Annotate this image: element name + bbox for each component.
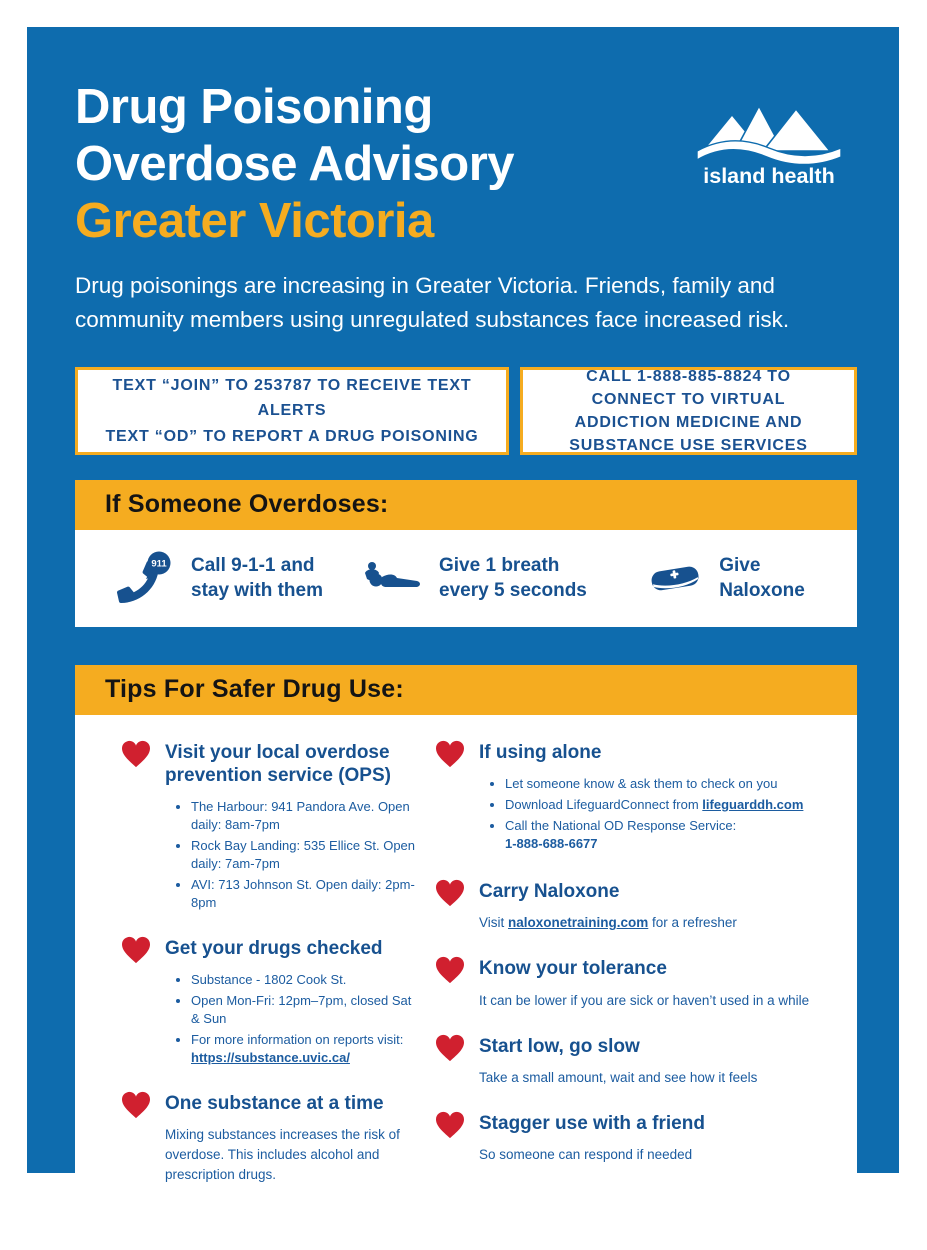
phone-911-icon [117,551,175,605]
tip-text-suffix: for a refresher [648,915,737,931]
call-alerts-box [520,367,857,455]
tip-stagger-use [435,1110,841,1165]
heart-icon [435,878,465,933]
tips-column-left [121,739,421,1186]
alert-boxes-row [75,367,857,455]
page-title-region: Greater Victoria [75,193,434,248]
rescue-breath-icon [359,556,423,600]
naloxone-kit-icon [647,557,703,599]
overdose-steps [75,530,857,627]
tip-text: Mixing substances increases the risk of overdose. This includes alcohol and prescription drugs. [165,1126,400,1183]
text-alerts-line2: TEXT “OD” TO REPORT A DRUG POISONING [105,427,479,445]
list-item [505,796,841,814]
overdose-step-label: Call 9-1-1 and stay with them [191,555,323,602]
advisory-subtitle: Drug poisonings are increasing in Greater Victoria. Friends, family and community members using unregulated substances face increased risk. [75,273,790,333]
tips-section [75,665,857,1214]
od-response-phone: 1-888-688-6677 [505,835,598,851]
island-health-logo [693,91,845,194]
tip-title: If using alone [479,741,602,763]
tip-text: It can be lower if you are sick or haven’t used in a while [479,992,810,1008]
tip-carry-naloxone [435,878,841,933]
overdose-banner [75,480,857,530]
heart-icon [121,1090,151,1186]
overdose-heading: If Someone Overdoses: [105,490,389,519]
heart-icon [435,1033,465,1088]
list-item: • Substance - 1802 Cook St. [191,971,421,989]
issued-footer: ISSUED: February 6, 2026 - PLEASE REMOVE AFTER 7 DAYS [212,1229,720,1249]
tip-visit-ops [121,739,421,915]
tips-banner [75,665,857,715]
list-item [191,1031,421,1067]
page-title-line2: Overdose Advisory [75,136,515,191]
overdose-section [75,480,857,627]
text-alerts-line1: TEXT “JOIN” TO 253787 TO RECEIVE TEXT ALERTS [112,376,472,420]
tip-text: So someone can respond if needed [479,1147,693,1163]
lifeguard-link[interactable]: lifeguarddh.com [702,797,804,813]
tips-body [75,715,857,1214]
tip-bullet-list [177,798,421,912]
tip-bullet-list [491,775,841,853]
tip-text [479,913,841,933]
tip-title: Stagger use with a friend [479,1113,705,1135]
naloxone-training-link[interactable]: naloxonetraining.com [508,915,649,931]
tip-text: Take a small amount, wait and see how it feels [479,1069,758,1085]
phone-911-badge: 911 [151,558,167,570]
overdose-step-call-911 [117,551,359,605]
heart-icon [435,1110,465,1165]
heart-icon [435,739,465,856]
tip-title: Start low, go slow [479,1035,640,1057]
list-item: • AVI: 713 Johnson St. Open daily: 2pm-8pm [191,876,421,912]
tip-title: One substance at a time [165,1092,384,1114]
tip-title: Know your tolerance [479,958,667,980]
tip-start-low [435,1033,841,1088]
page-title-line1: Drug Poisoning [75,80,433,134]
tip-drug-checking [121,935,421,1070]
list-item: • Let someone know & ask them to check on you [505,775,841,793]
text-alerts-box [75,367,509,455]
list-item-text: Call the National OD Response Service: [505,818,737,834]
call-alerts-text: CALL 1-888-885-8824 TO CONNECT TO VIRTUAL ADDICTION MEDICINE AND SUBSTANCE USE SERVICES [569,367,808,455]
list-item: • The Harbour: 941 Pandora Ave. Open daily: 8am-7pm [191,798,421,834]
island-health-logo-text: island health [703,164,835,188]
overdose-step-give-naloxone [647,553,839,603]
island-health-logo-icon [693,91,845,189]
tip-title: Get your drugs checked [165,937,383,959]
tip-know-tolerance [435,955,841,1010]
heart-icon [121,739,151,915]
tip-title: Carry Naloxone [479,880,620,902]
tip-title: Visit your local overdose prevention service (OPS) [165,741,391,787]
poster-header [75,79,857,249]
tip-one-substance [121,1090,421,1186]
tips-column-right [435,739,841,1186]
list-item-text: Download LifeguardConnect from [505,797,703,813]
list-item-text: For more information on reports visit: [191,1031,404,1047]
list-item [505,817,841,853]
tips-heading: Tips For Safer Drug Use: [105,675,404,704]
overdose-step-label: Give 1 breath every 5 seconds [439,555,587,602]
list-item: • Rock Bay Landing: 535 Ellice St. Open daily: 7am-7pm [191,837,421,873]
overdose-step-give-breath [359,553,647,603]
advisory-poster [27,27,899,1249]
overdose-step-label: Give Naloxone [719,555,805,602]
substance-uvic-link[interactable]: https://substance.uvic.ca/ [191,1049,350,1065]
heart-icon [121,935,151,1070]
heart-icon [435,955,465,1010]
tip-text-prefix: Visit [479,915,509,931]
list-item: • Open Mon-Fri: 12pm–7pm, closed Sat & Sun [191,992,421,1028]
tip-if-using-alone [435,739,841,856]
tip-bullet-list [177,971,421,1067]
